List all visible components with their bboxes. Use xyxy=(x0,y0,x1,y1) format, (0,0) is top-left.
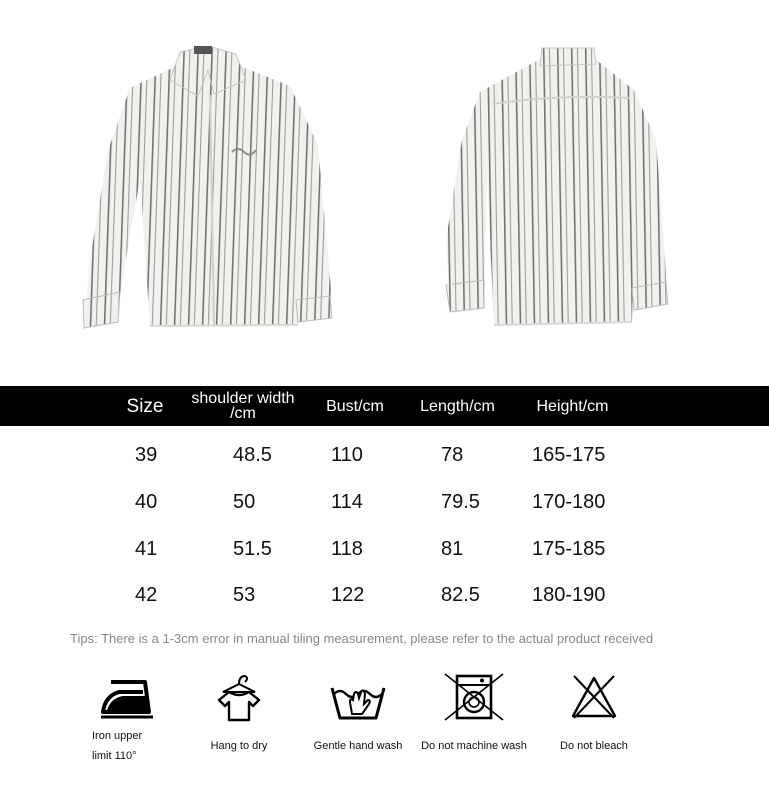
care-label: Hang to dry xyxy=(210,740,268,752)
cell-shoulder: 51.5 xyxy=(233,538,272,560)
cell-shoulder: 48.5 xyxy=(233,444,272,466)
cell-bust: 114 xyxy=(331,491,363,513)
care-label: Do not bleach xyxy=(560,740,628,752)
care-item-no-bleach xyxy=(554,672,634,756)
header-length: Length/cm xyxy=(420,397,495,415)
care-item-iron xyxy=(92,672,162,766)
no-bleach-icon xyxy=(569,672,619,722)
cell-size: 39 xyxy=(135,444,158,466)
table-row xyxy=(0,526,769,573)
cell-shoulder: 53 xyxy=(233,583,256,606)
hanger-shirt-icon xyxy=(215,672,263,722)
cell-height: 175-185 xyxy=(532,538,606,560)
table-header xyxy=(0,386,769,426)
cell-height: 165-175 xyxy=(532,444,606,466)
measurement-tips: Tips: There is a 1-3cm error in manual tiling measurement, please refer to the actual product received xyxy=(70,631,654,646)
shirt-back-image xyxy=(384,0,768,360)
table-row xyxy=(0,573,769,617)
cell-bust: 118 xyxy=(331,538,363,560)
cell-length: 81 xyxy=(441,538,464,560)
care-label: Iron upper limit 110° xyxy=(92,730,143,762)
cell-size: 41 xyxy=(135,538,158,560)
cell-height: 170-180 xyxy=(532,491,606,513)
cell-shoulder: 50 xyxy=(233,491,256,513)
table-row xyxy=(0,479,769,526)
cell-length: 78 xyxy=(441,444,464,466)
cell-height: 180-190 xyxy=(532,583,606,606)
header-size: Size xyxy=(126,395,164,417)
care-label: Gentle hand wash xyxy=(313,740,403,752)
header-height: Height/cm xyxy=(536,397,609,415)
iron-icon xyxy=(97,672,157,720)
hand-wash-icon xyxy=(328,672,388,722)
cell-bust: 110 xyxy=(331,444,363,466)
shirt-front-image xyxy=(0,0,384,360)
care-item-no-machine-wash xyxy=(418,672,530,756)
table-row xyxy=(0,432,769,479)
cell-length: 79.5 xyxy=(441,491,480,513)
cell-length: 82.5 xyxy=(441,583,480,606)
care-label: Do not machine wash xyxy=(421,740,527,752)
care-item-hang-dry xyxy=(204,672,274,756)
no-machine-wash-icon xyxy=(443,672,505,722)
cell-size: 40 xyxy=(135,491,158,513)
header-bust: Bust/cm xyxy=(326,397,384,415)
cell-bust: 122 xyxy=(331,583,365,606)
cell-size: 42 xyxy=(135,583,158,606)
header-shoulder-width: shoulder width /cm xyxy=(191,390,295,422)
size-table xyxy=(0,386,769,617)
care-item-hand-wash xyxy=(308,672,408,756)
